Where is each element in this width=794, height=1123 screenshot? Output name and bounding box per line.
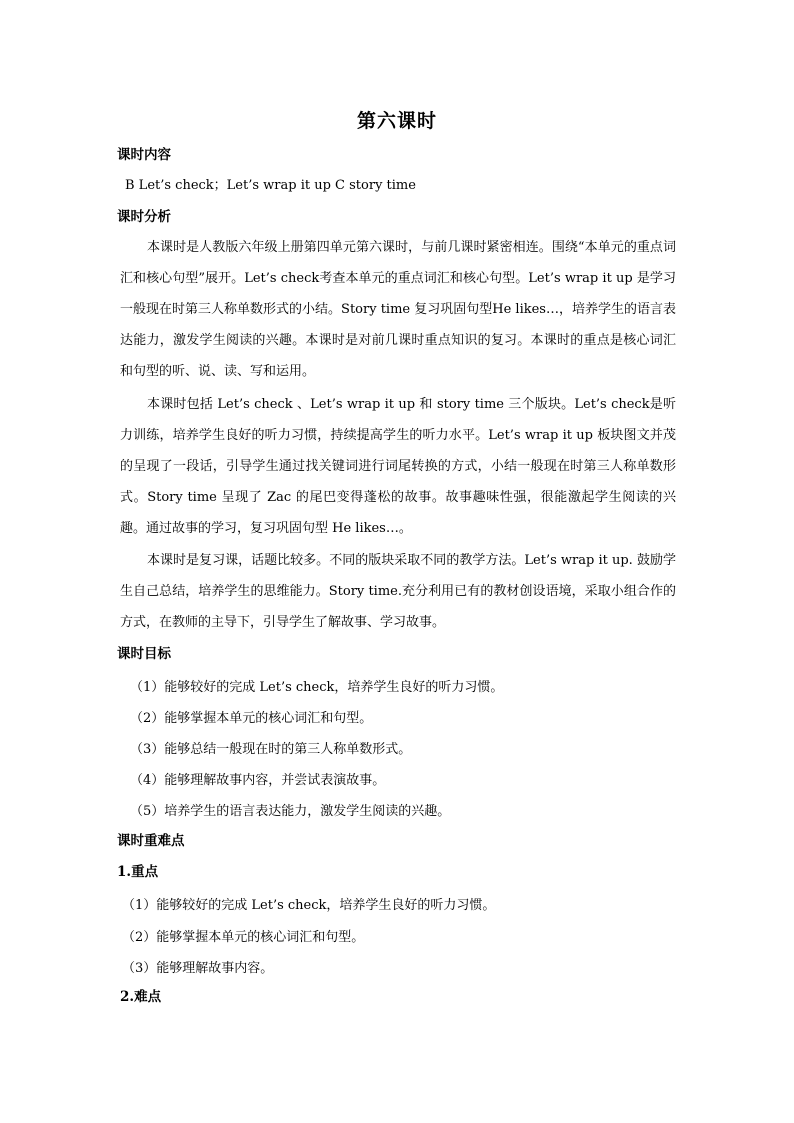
- goal-item: （4）能够理解故事内容，并尝试表演故事。: [130, 773, 386, 788]
- analysis-paragraph-3: 本课时是复习课，话题比较多。不同的版块采取不同的教学方法。Let’s wrap it up. 鼓励学生自己总结，培养学生的思维能力。Story time.充分利用已有的教材创设语境，采取小组合作的方式，在教师的主导下，引导学生了解故事、学习故事。: [120, 553, 676, 630]
- subheading-difficulty: 2.难点: [120, 989, 162, 1005]
- key-point-item: （2）能够掌握本单元的核心词汇和句型。: [122, 930, 365, 945]
- key-point-item: （3）能够理解故事内容。: [122, 961, 274, 976]
- section-heading-analysis: 课时分析: [117, 209, 171, 225]
- key-point-item: （1）能够较好的完成 Let’s check，培养学生良好的听力习惯。: [122, 898, 496, 913]
- section-heading-key-points: 课时重难点: [117, 833, 185, 849]
- analysis-paragraph-1: 本课时是人教版六年级上册第四单元第六课时，与前几课时紧密相连。围绕“本单元的重点词汇和核心句型”展开。Let’s check考查本单元的重点词汇和核心句型。Let’s wrap it up 是学习一般现在时第三人称单数形式的小结。Story time 复习巩固句型He likes…，培养学生的语言表达能力，激发学生阅读的兴趣。本课时是对前几课时重点知识的复习。本课时的重点是核心词汇和句型的听、说、读、写和运用。: [120, 240, 676, 379]
- goal-item: （5）培养学生的语言表达能力，激发学生阅读的兴趣。: [130, 804, 451, 819]
- goal-item: （2）能够掌握本单元的核心词汇和句型。: [130, 711, 373, 726]
- goal-item: （1）能够较好的完成 Let’s check，培养学生良好的听力习惯。: [130, 680, 504, 695]
- section-heading-content: 课时内容: [117, 147, 171, 163]
- subheading-key: 1.重点: [117, 864, 159, 880]
- page-title: 第六课时: [356, 110, 437, 132]
- analysis-paragraph-2: 本课时包括 Let’s check 、Let’s wrap it up 和 story time 三个版块。Let’s check是听力训练，培养学生良好的听力习惯，持续提高学生的听力水平。Let’s wrap it up 板块图文并茂的呈现了一段话，引导学生通过找关键词进行词尾转换的方式，小结一般现在时第三人称单数形式。Story time 呈现了 Zac 的尾巴变得蓬松的故事。故事趣味性强，很能激起学生阅读的兴趣。通过故事的学习，复习巩固句型 He likes…。: [120, 397, 676, 536]
- content-text: B Let’s check；Let’s wrap it up C story time: [125, 178, 416, 193]
- section-heading-goals: 课时目标: [117, 646, 171, 662]
- goal-item: （3）能够总结一般现在时的第三人称单数形式。: [130, 742, 412, 757]
